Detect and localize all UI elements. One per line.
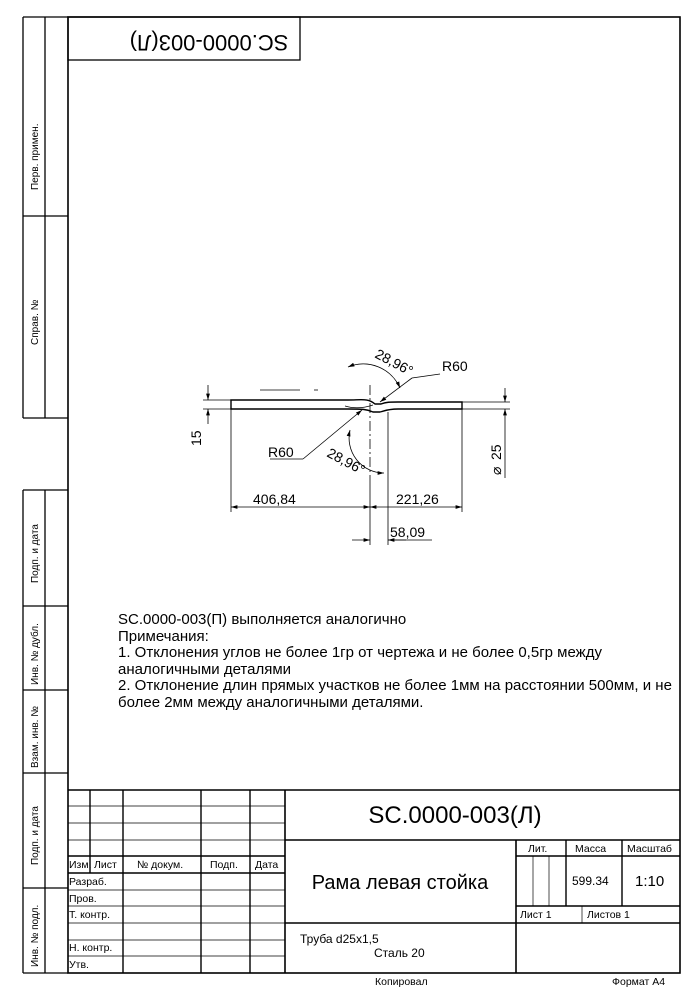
material-line-2: Сталь 20: [374, 946, 425, 960]
header-data: Дата: [255, 859, 279, 871]
diameter-symbol: ⌀: [488, 466, 504, 475]
offset-label: 15: [188, 430, 204, 446]
radius-bottom-label: R60: [268, 444, 294, 460]
header-no-dokum: № докум.: [137, 859, 184, 871]
sheets-label: Листов 1: [587, 909, 630, 921]
length-left-label: 406,84: [253, 491, 296, 507]
role-prov: Пров.: [69, 893, 97, 905]
scale-label: Масштаб: [627, 843, 672, 855]
side-label-inv-podl: Инв. № подл.: [30, 904, 41, 967]
scale-value: 1:10: [635, 873, 665, 890]
diameter-label: 25: [488, 444, 504, 460]
title-block-code: SC.0000-003(Л): [368, 802, 542, 829]
length-right-label: 221,26: [396, 491, 439, 507]
mass-value: 599.34: [572, 874, 609, 888]
side-label-vzam-inv: Взам. инв. №: [30, 706, 41, 768]
length-bend-label: 58,09: [390, 524, 426, 540]
material-line-1: Труба d25x1,5: [300, 932, 379, 946]
note-line-3: 1. Отклонения углов не более 1гр от чертежа и не более 0,5гр между аналогичными деталями: [118, 644, 607, 678]
radius-top-label: R60: [442, 358, 468, 374]
copied-label: Копировал: [375, 976, 428, 988]
mass-label: Масса: [575, 843, 607, 855]
note-line-2: Примечания:: [118, 627, 209, 645]
role-n-kontr: Н. контр.: [69, 942, 113, 954]
dimension-lines: [203, 364, 510, 545]
header-izm: Изм.: [69, 859, 92, 871]
sheet-frame: [68, 17, 680, 973]
sheet-label: Лист 1: [520, 909, 552, 921]
header-podp: Подп.: [210, 859, 238, 871]
lit-label: Лит.: [528, 843, 548, 855]
note-line-1: SC.0000-003(П) выполняется аналогично: [118, 611, 407, 628]
side-label-sprav-no: Справ. №: [30, 299, 41, 345]
side-label-perv-primen: Перв. примен.: [30, 123, 41, 190]
angle-bottom-label: 28,96°: [324, 444, 368, 478]
side-label-podp-data-2: Подп. и дата: [30, 806, 41, 865]
part-name: Рама левая стойка: [311, 872, 489, 894]
rotated-doc-code: SC.0000-003(Л): [129, 30, 289, 55]
role-t-kontr: Т. контр.: [69, 909, 111, 921]
format-label: Формат А4: [612, 976, 666, 988]
role-razrab: Разраб.: [69, 876, 107, 888]
notes-block: [118, 612, 678, 711]
header-list: Лист: [94, 859, 117, 871]
angle-top-label: 28,96°: [372, 345, 416, 379]
note-line-4: 2. Отклонение длин прямых участков не более 1мм на расстоянии 500мм, и не более 2мм между аналогичными деталями.: [118, 677, 677, 711]
side-label-podp-data-1: Подп. и дата: [30, 524, 41, 583]
role-utv: Утв.: [69, 959, 89, 971]
side-label-inv-dubl: Инв. № дубл.: [30, 623, 41, 685]
